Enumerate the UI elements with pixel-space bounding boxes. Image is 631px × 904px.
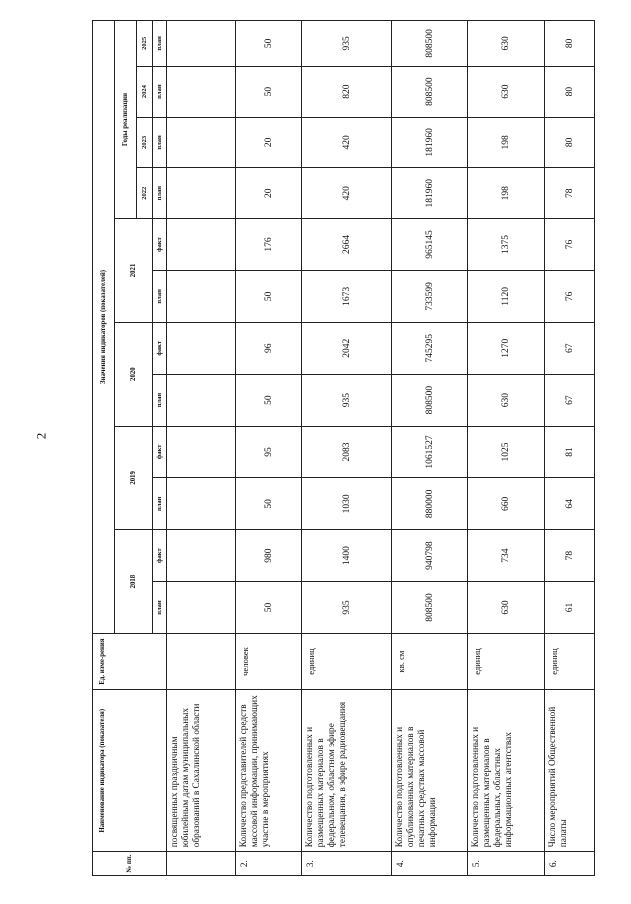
cell-2022-plan: 420 — [302, 168, 392, 219]
cell-2020-plan: 935 — [302, 374, 392, 426]
cell-2022-plan: 78 — [545, 168, 595, 219]
cell-2022-plan: 198 — [468, 168, 545, 219]
cell-2023-plan: 420 — [302, 117, 392, 168]
row-name: посвященных праздничным юбилейным датам муниципальных образований в Сахалинской области — [167, 690, 236, 852]
cell-2019-fact: 1061527 — [392, 426, 468, 478]
header-year-2019: 2019 — [115, 426, 153, 530]
row-name: Число мероприятий Общественной палаты — [545, 690, 595, 852]
header-no: № пп. — [93, 852, 167, 876]
header-name: Наименование индикатора (показателя) — [93, 690, 167, 852]
cell-2020-fact: 96 — [236, 322, 302, 374]
cell-2024-plan: 50 — [236, 66, 302, 117]
cell-2023-plan: 181960 — [392, 117, 468, 168]
cell-2018-plan: 935 — [302, 582, 392, 634]
cell-2019-plan — [167, 478, 236, 530]
cell-2018-fact: 980 — [236, 530, 302, 582]
cell-2020-fact — [167, 322, 236, 374]
cell-2025-plan: 808500 — [392, 21, 468, 67]
cell-2025-plan: 80 — [545, 21, 595, 67]
header-plan: план — [153, 21, 167, 67]
cell-2021-plan — [167, 270, 236, 322]
cell-2021-fact: 2664 — [302, 219, 392, 271]
cell-2020-fact: 745295 — [392, 322, 468, 374]
header-year-2024: 2024 — [137, 66, 153, 117]
row-no: 2. — [236, 852, 302, 876]
cell-2019-fact: 95 — [236, 426, 302, 478]
cell-2018-fact: 734 — [468, 530, 545, 582]
cell-2019-plan: 50 — [236, 478, 302, 530]
cell-2021-fact: 176 — [236, 219, 302, 271]
table-row — [236, 21, 302, 876]
cell-2023-plan: 80 — [545, 117, 595, 168]
row-unit: единиц — [468, 633, 545, 689]
cell-2018-fact: 78 — [545, 530, 595, 582]
cell-2018-plan: 630 — [468, 582, 545, 634]
header-unit: Ед. изме-рения — [93, 633, 167, 689]
header-year-2020: 2020 — [115, 322, 153, 426]
cell-2024-plan: 80 — [545, 66, 595, 117]
header-years-group: Годы реализации — [115, 21, 137, 219]
cell-2021-fact: 76 — [545, 219, 595, 271]
table-row — [167, 21, 236, 876]
header-year-2023: 2023 — [137, 117, 153, 168]
cell-2021-plan: 1673 — [302, 270, 392, 322]
header-plan: план — [153, 117, 167, 168]
cell-2021-fact: 1375 — [468, 219, 545, 271]
row-name: Количество подготовленных и размещенных материалов в федеральных, областных информационных агентствах — [468, 690, 545, 852]
row-no: 3. — [302, 852, 392, 876]
cell-2019-plan: 1030 — [302, 478, 392, 530]
cell-2020-plan: 67 — [545, 374, 595, 426]
header-fact: факт — [153, 530, 167, 582]
cell-2023-plan: 20 — [236, 117, 302, 168]
cell-2021-plan: 50 — [236, 270, 302, 322]
row-unit: кв. см — [392, 633, 468, 689]
row-unit: человек — [236, 633, 302, 689]
cell-2022-plan: 181960 — [392, 168, 468, 219]
header-year-2025: 2025 — [137, 21, 153, 67]
cell-2022-plan — [167, 168, 236, 219]
cell-2019-plan: 64 — [545, 478, 595, 530]
cell-2018-plan: 808500 — [392, 582, 468, 634]
cell-2019-fact: 81 — [545, 426, 595, 478]
cell-2023-plan: 198 — [468, 117, 545, 168]
cell-2021-fact: 965145 — [392, 219, 468, 271]
header-year-2018: 2018 — [115, 530, 153, 634]
cell-2025-plan: 630 — [468, 21, 545, 67]
row-no: 5. — [468, 852, 545, 876]
cell-2021-plan: 1120 — [468, 270, 545, 322]
header-fact: факт — [153, 426, 167, 478]
cell-2021-fact — [167, 219, 236, 271]
table-row — [468, 21, 545, 876]
cell-2021-plan: 76 — [545, 270, 595, 322]
table-row — [392, 21, 468, 876]
cell-2018-plan — [167, 582, 236, 634]
cell-2018-fact: 1400 — [302, 530, 392, 582]
row-unit: единиц — [302, 633, 392, 689]
cell-2020-plan — [167, 374, 236, 426]
row-unit — [167, 633, 236, 689]
page-number: 2 — [33, 432, 49, 440]
cell-2023-plan — [167, 117, 236, 168]
cell-2020-fact: 1270 — [468, 322, 545, 374]
cell-2024-plan: 630 — [468, 66, 545, 117]
cell-2019-fact: 1025 — [468, 426, 545, 478]
cell-2024-plan — [167, 66, 236, 117]
header-year-2021: 2021 — [115, 219, 153, 323]
cell-2020-plan: 630 — [468, 374, 545, 426]
cell-2018-fact — [167, 530, 236, 582]
cell-2018-plan: 61 — [545, 582, 595, 634]
header-plan: план — [153, 582, 167, 634]
cell-2020-plan: 808500 — [392, 374, 468, 426]
header-plan: план — [153, 374, 167, 426]
row-no: 6. — [545, 852, 595, 876]
cell-2019-fact: 2083 — [302, 426, 392, 478]
cell-2025-plan — [167, 21, 236, 67]
cell-2024-plan: 820 — [302, 66, 392, 117]
header-year-2022: 2022 — [137, 168, 153, 219]
header-plan: план — [153, 66, 167, 117]
cell-2019-plan: 660 — [468, 478, 545, 530]
indicators-table — [92, 20, 595, 876]
rotated-table-container — [92, 20, 594, 876]
cell-2019-plan: 880000 — [392, 478, 468, 530]
header-plan: план — [153, 168, 167, 219]
cell-2022-plan: 20 — [236, 168, 302, 219]
header-plan: план — [153, 270, 167, 322]
table-row — [302, 21, 392, 876]
cell-2018-plan: 50 — [236, 582, 302, 634]
row-unit: единиц — [545, 633, 595, 689]
cell-2020-fact: 2042 — [302, 322, 392, 374]
row-no — [167, 852, 236, 876]
cell-2025-plan: 935 — [302, 21, 392, 67]
row-name: Количество представителей средств массовой информации, принимающих участие в мероприятиях — [236, 690, 302, 852]
cell-2024-plan: 808500 — [392, 66, 468, 117]
header-plan: план — [153, 478, 167, 530]
row-name: Количество подготовленных и опубликованных материалов в печатных средствах массовой информации — [392, 690, 468, 852]
row-no: 4. — [392, 852, 468, 876]
cell-2019-fact — [167, 426, 236, 478]
row-name: Количество подготовленных и размещенных материалов в федеральном, областном эфире телевещания, в эфире радиовещания — [302, 690, 392, 852]
cell-2025-plan: 50 — [236, 21, 302, 67]
header-fact: факт — [153, 219, 167, 271]
cell-2020-plan: 50 — [236, 374, 302, 426]
table-row — [545, 21, 595, 876]
cell-2021-plan: 733599 — [392, 270, 468, 322]
cell-2018-fact: 940798 — [392, 530, 468, 582]
cell-2020-fact: 67 — [545, 322, 595, 374]
header-fact: факт — [153, 322, 167, 374]
header-values-group: Значения индикаторов (показателей) — [93, 21, 115, 634]
